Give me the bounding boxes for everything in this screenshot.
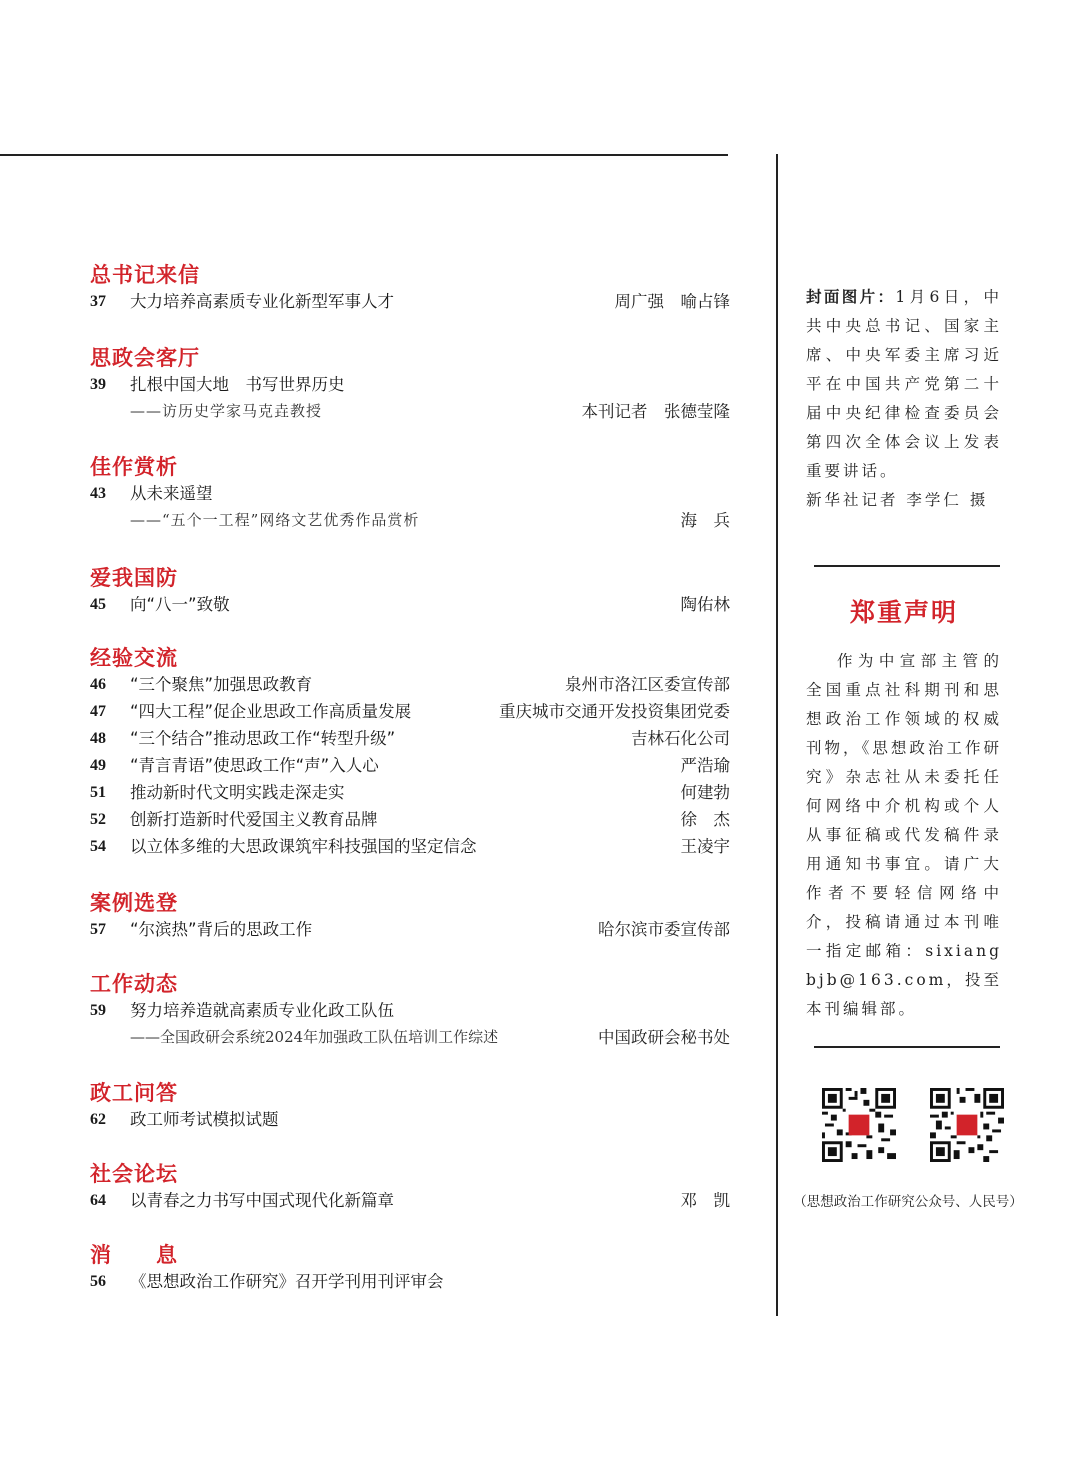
article-author: 海 兵 <box>680 511 730 530</box>
toc-entry[interactable] <box>90 997 732 1024</box>
article-subtitle: ——“五个一工程”网络文艺优秀作品赏析 <box>130 511 420 529</box>
toc-section <box>90 1161 732 1214</box>
section-title: 消 息 <box>90 1243 178 1267</box>
section-title: 工作动态 <box>90 972 178 996</box>
toc-entry[interactable] <box>90 916 732 943</box>
toc-entry[interactable] <box>90 806 732 833</box>
qr-codes <box>822 1088 1006 1166</box>
toc-section <box>90 262 732 315</box>
page-number: 46 <box>90 676 106 693</box>
article-author: 严浩瑜 <box>680 756 730 775</box>
toc-section <box>90 645 732 860</box>
page-number: 57 <box>90 921 106 938</box>
sidebar <box>806 282 1002 1048</box>
top-rule <box>0 154 728 156</box>
article-title: “青言青语”使思政工作“声”入人心 <box>130 756 379 775</box>
article-title: 推动新时代文明实践走深走实 <box>130 783 345 802</box>
page-number: 45 <box>90 596 106 613</box>
toc-entry[interactable] <box>90 779 732 806</box>
toc-section <box>90 345 732 425</box>
article-title: 向“八一”致敬 <box>130 595 230 614</box>
article-title: 以青春之力书写中国式现代化新篇章 <box>130 1191 394 1210</box>
section-title: 案例选登 <box>90 891 178 915</box>
page-number: 48 <box>90 730 106 747</box>
toc-entry[interactable] <box>90 698 732 725</box>
article-title: “四大工程”促企业思政工作高质量发展 <box>130 702 412 721</box>
page-number: 62 <box>90 1111 106 1128</box>
article-title: 以立体多维的大思政课筑牢科技强国的坚定信念 <box>130 837 477 856</box>
divider <box>814 565 1000 567</box>
cover-text: 1月6日，中共中央总书记、国家主席、中央军委主席习近平在中国共产党第二十届中央纪律检查委员会第四次全体会议上发表重要讲话。 <box>806 288 1002 480</box>
article-author: 中国政研会秘书处 <box>598 1028 730 1047</box>
qr-code-renminhao[interactable] <box>930 1088 1004 1162</box>
section-title: 总书记来信 <box>90 263 200 287</box>
article-author: 吉林石化公司 <box>631 729 730 748</box>
article-title: “三个结合”推动思政工作“转型升级” <box>130 729 396 748</box>
page-number: 64 <box>90 1192 106 1209</box>
page-number: 47 <box>90 703 106 720</box>
toc-section <box>90 890 732 943</box>
article-author: 王凌宇 <box>680 837 730 856</box>
table-of-contents <box>90 262 732 1295</box>
section-title: 政工问答 <box>90 1081 178 1105</box>
article-author: 泉州市洛江区委宣传部 <box>565 675 730 694</box>
toc-entry-subtitle <box>90 1024 732 1051</box>
article-author: 邓 凯 <box>680 1191 730 1210</box>
toc-entry[interactable] <box>90 671 732 698</box>
toc-entry[interactable] <box>90 752 732 779</box>
toc-entry[interactable] <box>90 1106 732 1133</box>
page-number: 54 <box>90 838 106 855</box>
page-number: 59 <box>90 1002 106 1019</box>
toc-entry[interactable] <box>90 833 732 860</box>
article-title: 《思想政治工作研究》召开学刊用刊评审会 <box>130 1272 444 1291</box>
article-author: 徐 杰 <box>680 810 730 829</box>
toc-entry[interactable] <box>90 1268 732 1295</box>
toc-entry[interactable] <box>90 480 732 507</box>
toc-entry[interactable] <box>90 371 732 398</box>
cover-caption <box>806 282 1002 486</box>
cover-credit: 新华社记者 李学仁 摄 <box>806 491 989 509</box>
page-number: 39 <box>90 376 106 393</box>
column-divider <box>776 154 778 1316</box>
toc-entry[interactable] <box>90 591 732 618</box>
notice-text: 作为中宣部主管的全国重点社科期刊和思想政治工作领域的权威刊物，《思想政治工作研究》杂志社从未委托任何网络中介机构或个人从事征稿或代发稿件录用通知书事宜。请广大作者不要轻信网络中介，投稿请通过本刊唯一指定邮箱：sixiangbjb@163.com，投至本刊编辑部。 <box>806 652 1002 1018</box>
qr-code-wechat[interactable] <box>822 1088 896 1162</box>
cover-label: 封面图片： <box>806 287 896 306</box>
toc-entry-subtitle <box>90 507 732 534</box>
article-title: 政工师考试模拟试题 <box>130 1110 279 1129</box>
toc-entry[interactable] <box>90 288 732 315</box>
page-number: 37 <box>90 293 106 310</box>
toc-section <box>90 971 732 1051</box>
article-title: “尔滨热”背后的思政工作 <box>130 920 313 939</box>
article-author: 周广强 喻占锋 <box>614 292 730 311</box>
article-author: 陶佑林 <box>680 595 730 614</box>
toc-section <box>90 565 732 618</box>
article-author: 何建勃 <box>680 783 730 802</box>
page-number: 49 <box>90 757 106 774</box>
article-subtitle: ——全国政研会系统2024年加强政工队伍培训工作综述 <box>130 1028 499 1046</box>
article-title: 努力培养造就高素质专业化政工队伍 <box>130 1001 394 1020</box>
article-subtitle: ——访历史学家马克垚教授 <box>130 402 323 420</box>
toc-entry[interactable] <box>90 725 732 752</box>
article-author: 哈尔滨市委宣传部 <box>598 920 730 939</box>
page-number: 56 <box>90 1273 106 1290</box>
article-author: 重庆城市交通开发投资集团党委 <box>499 702 730 721</box>
section-title: 佳作赏析 <box>90 455 178 479</box>
toc-entry-subtitle <box>90 398 732 425</box>
divider <box>814 1046 1000 1048</box>
toc-section <box>90 454 732 534</box>
page-number: 51 <box>90 784 106 801</box>
article-title: 从未来遥望 <box>130 484 213 503</box>
article-title: 大力培养高素质专业化新型军事人才 <box>130 292 394 311</box>
section-title: 思政会客厅 <box>90 346 200 370</box>
toc-section <box>90 1242 732 1295</box>
article-title: “三个聚焦”加强思政教育 <box>130 675 313 694</box>
section-title: 社会论坛 <box>90 1162 178 1186</box>
section-title: 经验交流 <box>90 646 178 670</box>
article-title: 扎根中国大地 书写世界历史 <box>130 375 345 394</box>
article-title: 创新打造新时代爱国主义教育品牌 <box>130 810 378 829</box>
notice-title: 郑重声明 <box>849 598 958 627</box>
toc-entry[interactable] <box>90 1187 732 1214</box>
page-number: 52 <box>90 811 106 828</box>
section-title: 爱我国防 <box>90 566 178 590</box>
article-author: 本刊记者 张德莹隆 <box>581 402 730 421</box>
toc-section <box>90 1080 732 1133</box>
page-number: 43 <box>90 485 106 502</box>
qr-caption: （思想政治工作研究公众号、人民号） <box>793 1194 1023 1210</box>
